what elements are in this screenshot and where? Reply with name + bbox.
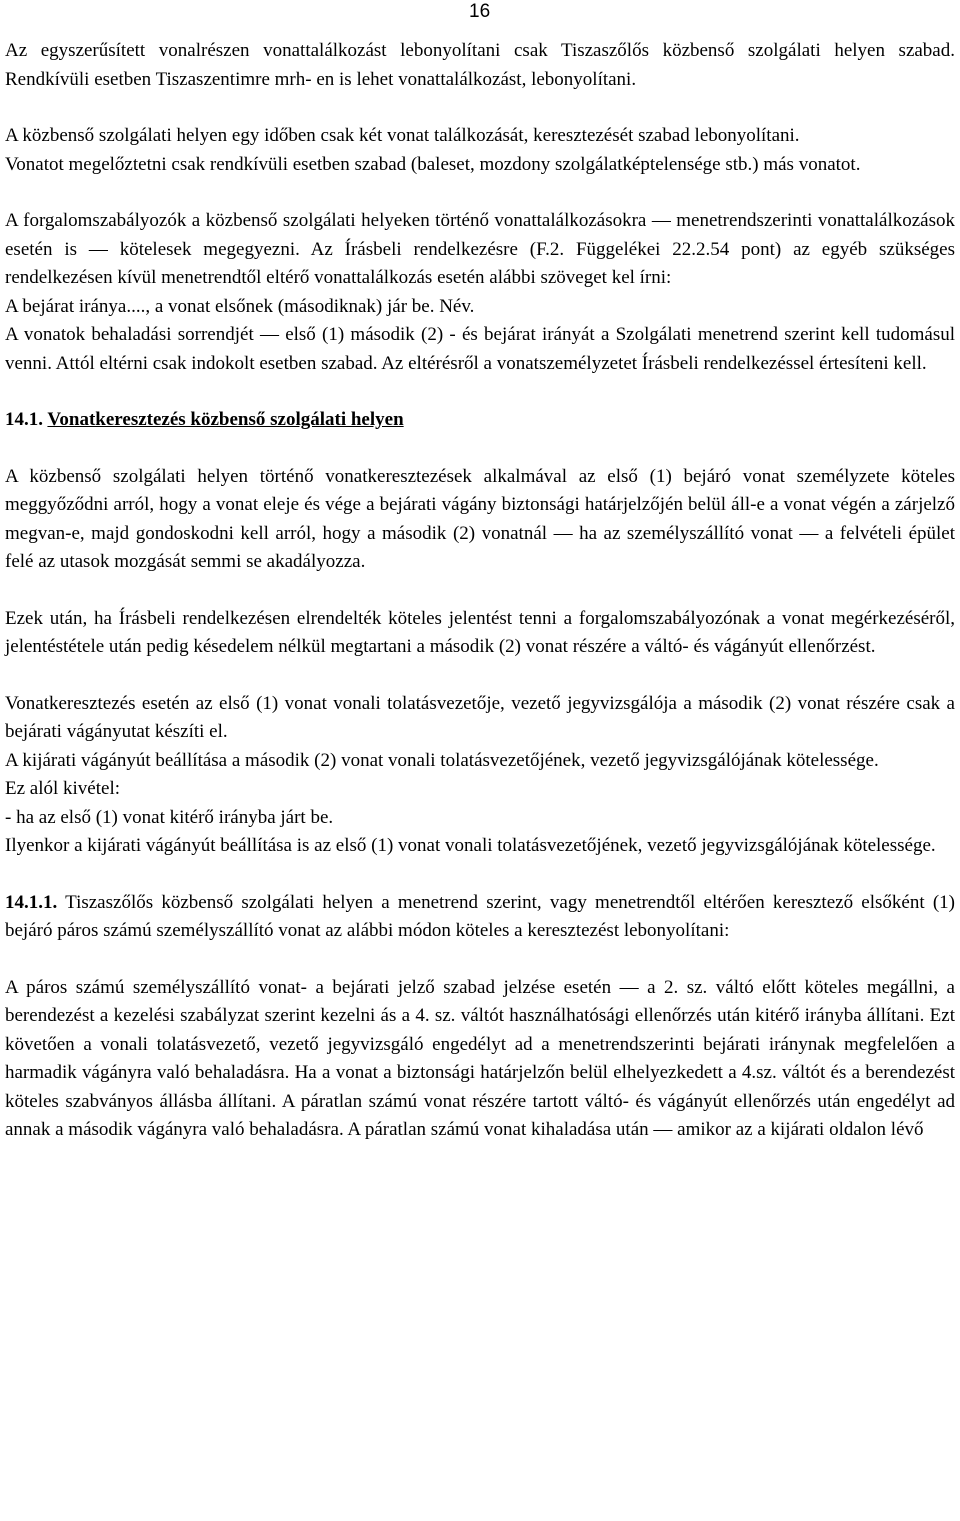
paragraph: Vonatot megelőztetni csak rendkívüli esetben szabad (baleset, mozdony szolgálatképtelensége stb.) más vonatot.	[5, 153, 861, 175]
page-number: 16	[469, 1, 491, 22]
paragraph: A bejárat iránya...., a vonat elsőnek (másodiknak) jár be. Név.	[5, 295, 475, 317]
paragraph: Ez alól kivétel:	[5, 778, 121, 799]
section-title: Vonatkeresztezés közbenső szolgálati helyen	[47, 409, 404, 430]
paragraph: Vonatkeresztezés esetén az első (1) vonat vonali tolatásvezetője, vezető jegyvizsgálója a második (2) vonat részére csak a bejárati vágányutat készíti el.	[5, 692, 955, 742]
paragraph: - ha az első (1) vonat kitérő irányba járt be.	[5, 806, 334, 828]
paragraph: A kijárati vágányút beállítása a második (2) vonat vonali tolatásvezetőjének, vezető jegyvizsgálójának kötelessége.	[5, 749, 879, 771]
page-content	[5, 37, 955, 1145]
section-heading	[5, 406, 955, 435]
subsection-text: Tiszaszőlős közbenső szolgálati helyen a menetrend szerint, vagy menetrendtől eltérően keresztező elsőként (1) bejáró páros számú személyszállító vonat az alábbi módon köteles a keresztezést lebonyolítani:	[5, 891, 955, 941]
paragraph: Ilyenkor a kijárati vágányút beállítása is az első (1) vonat vonali tolatásvezetőjének, vezető jegyvizsgálójának kötelessége.	[5, 835, 936, 856]
paragraph: A forgalomszabályozók a közbenső szolgálati helyeken történő vonattalálkozásokra — menetrendszerinti vonattalálkozások esetén is — kötelesek megegyezni. Az Írásbeli rendelkezésre (F.2. Függelékei 22.2.54 pont) az egyéb szükséges rendelkezésen kívül menetrendtől eltérő vonattalálkozás esetén alábbi szöveget kel írni:	[5, 210, 955, 288]
subsection-number: 14.1.1.	[5, 891, 58, 913]
section-number: 14.1.	[5, 409, 43, 430]
paragraph: A vonatok behaladási sorrendjét — első (1) második (2) - és bejárat irányát a Szolgálati menetrend szerint kell tudomásul venni. Attól eltérni csak indokolt esetben szabad. Az eltérésről a vonatszemélyzetet Írásbeli rendelkezéssel értesíteni kell.	[5, 324, 955, 374]
paragraph: Ezek után, ha Írásbeli rendelkezésen elrendelték köteles jelentést tenni a forgalomszabályozónak a vonat megérkezéséről, jelentéstétele után pedig késedelem nélkül megtartani a második (2) vonat részére a váltó- és vágányút ellenőrzést.	[5, 607, 955, 657]
paragraph: A közbenső szolgálati helyen egy időben csak két vonat találkozását, keresztezését szabad lebonyolítani.	[5, 125, 800, 146]
paragraph: Az egyszerűsített vonalrészen vonattalálkozást lebonyolítani csak Tiszaszőlős közbenső szolgálati helyen szabad. Rendkívüli esetben Tiszaszentimre mrh- en is lehet vonattalálkozást, lebonyolítani.	[5, 40, 955, 90]
subsection-paragraph	[5, 889, 955, 946]
paragraph: A közbenső szolgálati helyen történő vonatkeresztezések alkalmával az első (1) bejáró vonat személyzete köteles meggyőződni arról, hogy a vonat eleje és vége a bejárati vágány biztonsági határjelzőjén belül áll-e a vonat végén a zárjelző megvan-e, majd gondoskodni kell arról, hogy a második (2) vonatnál — ha az személyszállító vonat — a felvételi épület felé az utasok mozgását semmi se akadályozza.	[5, 465, 955, 572]
paragraph: A páros számú személyszállító vonat- a bejárati jelző szabad jelzése esetén — a 2. sz. váltó előtt köteles megállni, a berendezést a kezelési szabályzat szerint kezelni ás a 4. sz. váltót használhatósági ellenőrzés után kitérő irányba állítani. Ezt követően a vonali tolatásvezető, vezető jegyvizsgáló engedélyt ad a menetrendszerinti bejárati iránynak megfelelően a harmadik vágányra való behaladásra. Ha a vonat a biztonsági határjelzőn belül elhelyezkedett a 4.sz. váltót és a berendezést köteles szabványos állásba állítani. A páratlan számú vonat részére tartott váltó- és vágányút ellenőrzés után engedélyt ad annak a második vágányra való behaladásra. A páratlan számú vonat kihaladása után — amikor az a kijárati oldalon lévő	[5, 976, 955, 1140]
